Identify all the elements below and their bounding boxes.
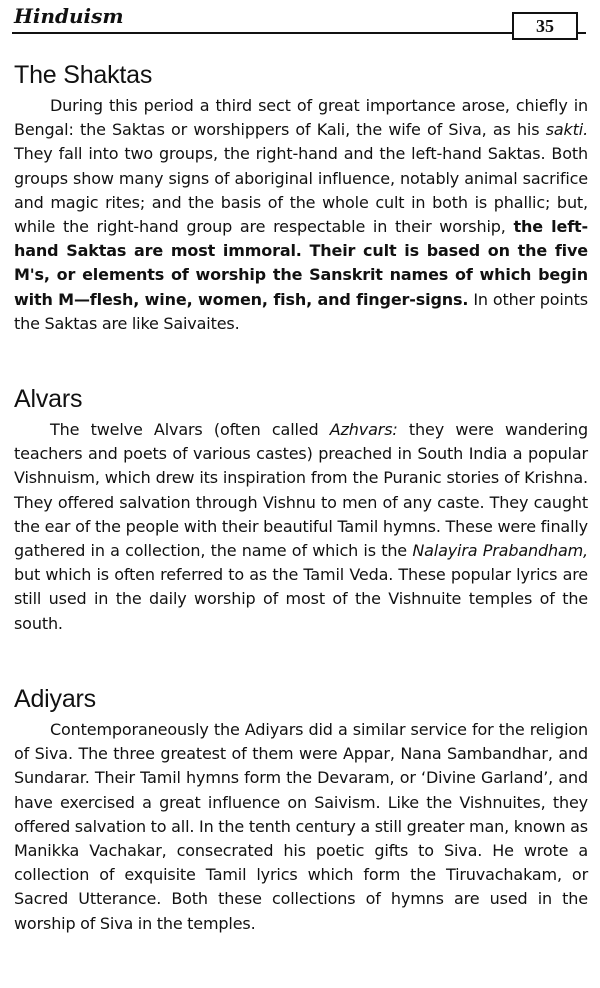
section-title-adiyars: Adiyars — [14, 685, 96, 713]
section-title-shaktas: The Shaktas — [14, 61, 153, 89]
shaktas-text-1: During this period a third sect of great importance arose, chiefly in Bengal: the Saktas or worshippers of Kali, the wife of Siva, as his — [14, 96, 588, 140]
running-head-title: Hinduism — [14, 4, 124, 28]
adiyars-text-1: Contemporaneously the Adiyars did a similar service for the religion of Siva. The three greatest of them were Appar, Nana Sambandhar, and Sundarar. Their Tamil hymns form the Devaram, or ‘Divine Garland’, and have exercised a great influence on Saivism. Like the Vishnuites, they offered salvation to all. In the tenth century a still greater man, known as Manikka Vachakar, consecrated his poetic gifts to Siva. He wrote a collection of exquisite Tamil lyrics which form the Tiruvachakam, or Sacred Utterance. Both these collections of hymns are used in the worship of Siva in the temples. — [14, 720, 588, 933]
alvars-text-3: but which is often referred to as the Tamil Veda. These popular lyrics are still used in the daily worship of most of the Vishnuite temples of the south. — [14, 565, 588, 633]
paragraph-adiyars — [14, 718, 588, 936]
alvars-text-1: The twelve Alvars (often called — [50, 420, 330, 439]
shaktas-bold-passage: the left-hand Saktas are most immoral. Their cult is based on the five M's, or elements of worship the Sanskrit names of which begin with M—flesh, wine, women, fish, and finger-signs. — [14, 217, 588, 309]
shaktas-text-3: In other points the Saktas are like Saivaites. — [14, 289, 588, 333]
page-number: 35 — [512, 12, 578, 40]
header-rule-tick — [578, 32, 586, 34]
alvars-italic-nalayira: Nalayira Prabandham, — [412, 541, 588, 561]
header-rule — [12, 32, 512, 34]
shaktas-italic-sakti: sakti. — [545, 120, 588, 140]
alvars-text-2: they were wandering teachers and poets of various castes) preached in South India a popular Vishnuism, which drew its inspiration from the Puranic stories of Krishna. They offered salvation through Vishnu to men of any caste. They caught the ear of the people with their beautiful Tamil hymns. These were finally gathered in a collection, the name of which is the — [14, 420, 588, 561]
paragraph-alvars — [14, 418, 588, 636]
alvars-italic-azhvars: Azhvars: — [329, 420, 398, 439]
section-title-alvars: Alvars — [14, 385, 83, 413]
paragraph-shaktas — [14, 94, 588, 336]
shaktas-text-2: They fall into two groups, the right-hand and the left-hand Saktas. Both groups show many signs of aboriginal influence, notably animal sacrifice and magic rites; and the basis of the whole cult in both is phallic; but, while the right-hand group are respectable in their worship, — [14, 144, 588, 237]
